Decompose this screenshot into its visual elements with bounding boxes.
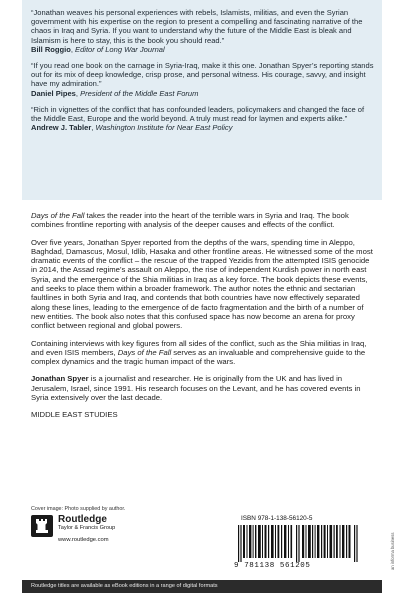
cover-image-credit: Cover image: Photo supplied by author. [31, 506, 126, 512]
author-bio [31, 374, 373, 402]
book-title-inline: Days of the Fall [31, 211, 85, 220]
publisher-name: Routledge [58, 514, 107, 525]
endorser-name: Daniel Pipes [31, 88, 76, 98]
endorsement-text: “Jonathan weaves his personal experiences with rebels, Islamists, militias, and even the Syrian government with his expertise on the region to present a compelling and fascinating narrative of the chaos in Iraq and Syria. If you want to understand why the future of the Middle East is bleak and Islamism is here to stay, this is the book you should read.” [31, 8, 363, 45]
endorsements-panel [22, 0, 382, 200]
attribution-separator: , [70, 44, 76, 54]
description-paragraph-3 [31, 339, 373, 367]
book-description [31, 211, 373, 420]
paragraph-text: Containing interviews with key figures from all sides of the conflict, such as the Shia militias in Iraq, and even ISIS members, [31, 338, 367, 357]
routledge-rook-icon [31, 515, 53, 537]
ebook-footer: Routledge titles are available as eBook editions in a range of digital formats [22, 580, 382, 593]
endorser-role: Editor of Long War Journal [75, 44, 165, 54]
paragraph-text: takes the reader into the heart of the terrible wars in Syria and Iraq. The book combines frontline reporting with analysis of the deeper causes and effects of the conflict. [31, 211, 349, 230]
barcode-digits: 9 781138 561205 [234, 562, 311, 570]
author-name: Jonathan Spyer [31, 374, 89, 384]
book-title-inline: Days of the Fall [117, 347, 172, 357]
barcode-side-text: an informa business [390, 532, 395, 570]
publisher-text [58, 514, 115, 544]
endorsement-1 [31, 8, 374, 54]
description-paragraph-2: Over five years, Jonathan Spyer reported from the depths of the wars, spending time in Aleppo, Baghdad, Damascus, Mosul, Idlib, Hasaka and other frontline areas. He witnessed some of the most dramatic events of the conflict – the rescue of the trapped Yezidis from the attempted ISIS genocide in 2014, the Assad regime’s assault on Aleppo, the rise of independent Kurdish power in north east Syria, and the emergence of the Shia militias in Iraq as a key force. The book depicts these events, and seeks to place them within a broader framework. The author notes the ethnic and sectarian faultlines in both Syria and Iraq, and contends that both countries have now effectively separated along these lines, leading to the emergence of de facto fragmentation and the birth of a number of new entities. The book also notes that this confused space has now become an arena for proxy conflict between regional and global powers. [31, 237, 373, 331]
endorsement-text: “Rich in vignettes of the conflict that has confounded leaders, policymakers and changed the face of the Middle East, Europe and the world beyond. A truly must read for laymen and experts alike.” [31, 104, 365, 124]
isbn-label: ISBN 978-1-138-56120-5 [241, 515, 313, 522]
barcode-area [230, 512, 370, 574]
attribution-separator: , [75, 88, 81, 98]
attribution-separator: , [91, 123, 96, 133]
subject-category: MIDDLE EAST STUDIES [31, 410, 118, 420]
endorsement-text: “If you read one book on the carnage in Syria-Iraq, make it this one. Jonathan Spyer’s reporting stands out for its mix of deep knowledge, crisp prose, and personal witness. His courage, savvy, and insight have my admiration.” [31, 61, 374, 89]
endorsement-3 [31, 105, 374, 133]
endorsement-attribution [31, 89, 374, 98]
paragraph-text: serves as an invaluable and comprehensive guide to the complex dynamics and the tragic human impact of the wars. [31, 347, 366, 367]
publisher-url: www.routledge.com [58, 537, 109, 543]
author-bio-text: is a journalist and researcher. He is originally from the UK and has lived in Jerusalem, Israel, since 1991. His research focuses on the Levant, and he has covered events in Syria extensively over the last decade. [31, 374, 361, 403]
description-paragraph-1 [31, 211, 373, 230]
publisher-group: Taylor & Francis Group [58, 525, 116, 531]
isbn-barcode [238, 525, 360, 562]
publisher-block [31, 514, 151, 554]
endorser-role: President of the Middle East Forum [80, 88, 199, 98]
endorser-name: Andrew J. Tabler [31, 123, 92, 133]
endorsement-attribution [31, 123, 374, 132]
endorser-role: Washington Institute for Near East Policy [95, 123, 233, 133]
endorser-name: Bill Roggio [31, 44, 71, 54]
endorsement-2 [31, 61, 374, 98]
endorsement-attribution [31, 45, 374, 54]
